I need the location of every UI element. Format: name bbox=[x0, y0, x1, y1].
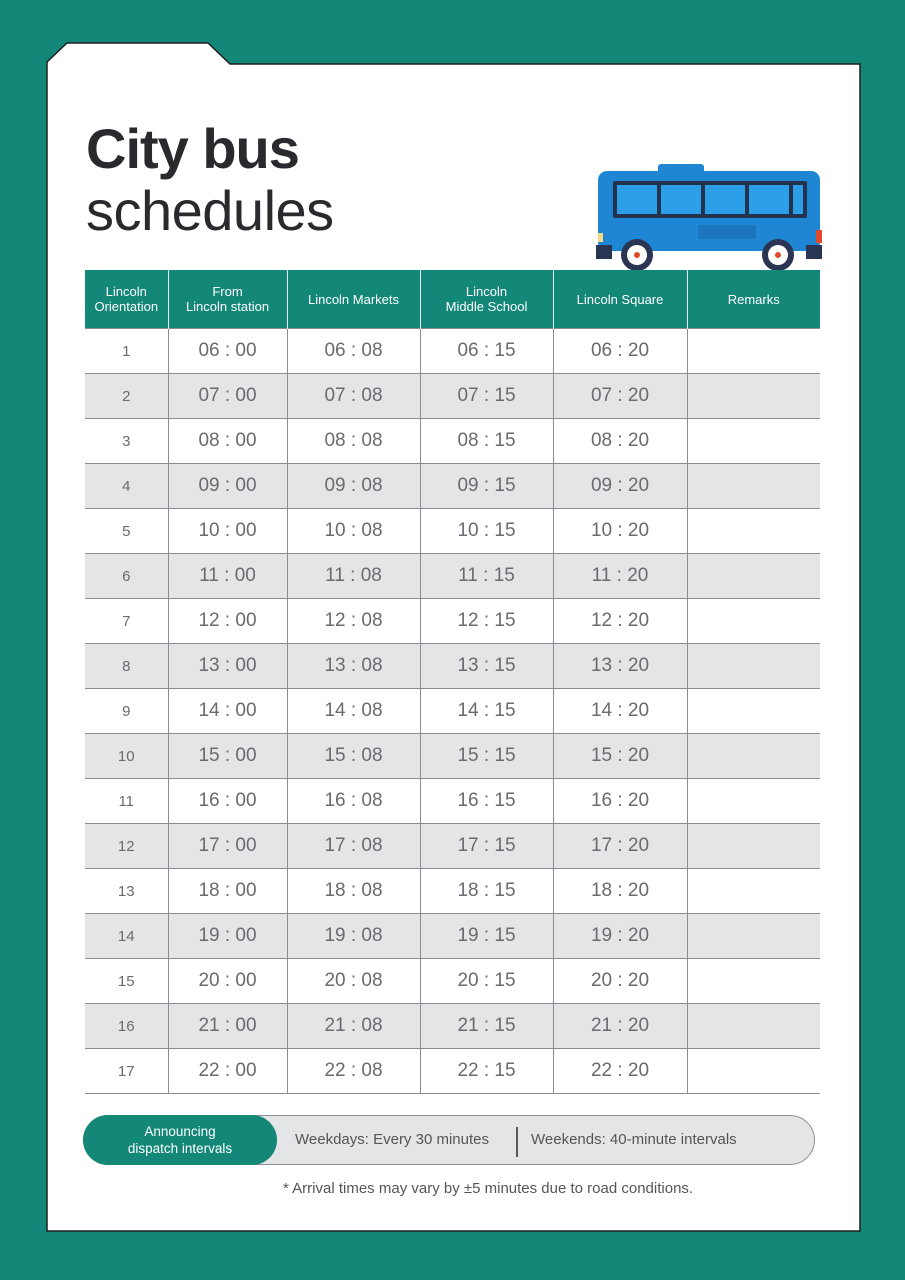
table-row bbox=[85, 959, 820, 1004]
time-cell: 22 : 08 bbox=[287, 1049, 420, 1094]
interval-divider bbox=[516, 1127, 518, 1157]
time-cell: 21 : 20 bbox=[553, 1004, 687, 1049]
row-number-cell: 12 bbox=[85, 824, 168, 869]
time-cell: 11 : 15 bbox=[420, 554, 553, 599]
time-cell: 17 : 20 bbox=[553, 824, 687, 869]
time-cell: 10 : 15 bbox=[420, 509, 553, 554]
time-cell: 07 : 15 bbox=[420, 374, 553, 419]
time-cell: 13 : 15 bbox=[420, 644, 553, 689]
column-header bbox=[168, 270, 287, 329]
dispatch-label-pill bbox=[83, 1115, 277, 1165]
time-cell: 07 : 08 bbox=[287, 374, 420, 419]
remarks-cell bbox=[687, 959, 820, 1004]
time-cell: 06 : 00 bbox=[168, 329, 287, 374]
row-number-cell: 17 bbox=[85, 1049, 168, 1094]
table-row bbox=[85, 1004, 820, 1049]
time-cell: 19 : 20 bbox=[553, 914, 687, 959]
title-line-2: schedules bbox=[86, 179, 334, 242]
time-cell: 22 : 00 bbox=[168, 1049, 287, 1094]
page-title bbox=[86, 118, 334, 242]
column-header-text: Lincoln bbox=[105, 284, 147, 299]
remarks-cell bbox=[687, 419, 820, 464]
time-cell: 15 : 00 bbox=[168, 734, 287, 779]
row-number-cell: 5 bbox=[85, 509, 168, 554]
weekend-interval: Weekends: 40-minute intervals bbox=[531, 1131, 737, 1148]
time-cell: 17 : 15 bbox=[420, 824, 553, 869]
time-cell: 19 : 08 bbox=[287, 914, 420, 959]
time-cell: 16 : 15 bbox=[420, 779, 553, 824]
table-row bbox=[85, 644, 820, 689]
time-cell: 17 : 00 bbox=[168, 824, 287, 869]
time-cell: 10 : 08 bbox=[287, 509, 420, 554]
dispatch-label-line-2: dispatch intervals bbox=[127, 1141, 233, 1156]
table-row bbox=[85, 914, 820, 959]
row-number-cell: 11 bbox=[85, 779, 168, 824]
time-cell: 21 : 15 bbox=[420, 1004, 553, 1049]
column-header bbox=[420, 270, 553, 329]
time-cell: 12 : 20 bbox=[553, 599, 687, 644]
remarks-cell bbox=[687, 329, 820, 374]
table-row bbox=[85, 734, 820, 779]
table-row bbox=[85, 329, 820, 374]
table-row bbox=[85, 869, 820, 914]
remarks-cell bbox=[687, 464, 820, 509]
remarks-cell bbox=[687, 869, 820, 914]
time-cell: 13 : 00 bbox=[168, 644, 287, 689]
column-header-text: Orientation bbox=[94, 299, 159, 314]
time-cell: 12 : 15 bbox=[420, 599, 553, 644]
time-cell: 13 : 08 bbox=[287, 644, 420, 689]
column-header-text: Middle School bbox=[445, 299, 528, 314]
time-cell: 20 : 20 bbox=[553, 959, 687, 1004]
time-cell: 19 : 15 bbox=[420, 914, 553, 959]
remarks-cell bbox=[687, 1049, 820, 1094]
time-cell: 12 : 00 bbox=[168, 599, 287, 644]
time-cell: 15 : 15 bbox=[420, 734, 553, 779]
bus-icon bbox=[594, 160, 824, 272]
time-cell: 18 : 15 bbox=[420, 869, 553, 914]
time-cell: 07 : 00 bbox=[168, 374, 287, 419]
table-row bbox=[85, 554, 820, 599]
time-cell: 14 : 20 bbox=[553, 689, 687, 734]
column-header-text: Lincoln station bbox=[185, 299, 270, 314]
column-header-text: From bbox=[212, 284, 243, 299]
table-row bbox=[85, 509, 820, 554]
time-cell: 15 : 20 bbox=[553, 734, 687, 779]
time-cell: 06 : 15 bbox=[420, 329, 553, 374]
remarks-cell bbox=[687, 1004, 820, 1049]
time-cell: 08 : 00 bbox=[168, 419, 287, 464]
time-cell: 14 : 00 bbox=[168, 689, 287, 734]
row-number-cell: 3 bbox=[85, 419, 168, 464]
time-cell: 18 : 08 bbox=[287, 869, 420, 914]
time-cell: 20 : 00 bbox=[168, 959, 287, 1004]
table-row bbox=[85, 464, 820, 509]
dispatch-label-line-1: Announcing bbox=[144, 1124, 216, 1139]
title-line-1: City bus bbox=[86, 117, 299, 180]
table-row bbox=[85, 374, 820, 419]
time-cell: 11 : 20 bbox=[553, 554, 687, 599]
dispatch-intervals-bar bbox=[83, 1115, 815, 1165]
weekday-interval: Weekdays: Every 30 minutes bbox=[295, 1131, 489, 1148]
remarks-cell bbox=[687, 599, 820, 644]
time-cell: 14 : 15 bbox=[420, 689, 553, 734]
time-cell: 20 : 15 bbox=[420, 959, 553, 1004]
remarks-cell bbox=[687, 644, 820, 689]
table-row bbox=[85, 419, 820, 464]
time-cell: 08 : 20 bbox=[553, 419, 687, 464]
remarks-cell bbox=[687, 689, 820, 734]
time-cell: 08 : 15 bbox=[420, 419, 553, 464]
time-cell: 13 : 20 bbox=[553, 644, 687, 689]
column-header-text: Lincoln Markets bbox=[307, 291, 400, 307]
table-row bbox=[85, 689, 820, 734]
column-header-text: Lincoln Square bbox=[576, 291, 664, 307]
row-number-cell: 10 bbox=[85, 734, 168, 779]
row-number-cell: 7 bbox=[85, 599, 168, 644]
time-cell: 14 : 08 bbox=[287, 689, 420, 734]
table-row bbox=[85, 1049, 820, 1094]
row-number-cell: 2 bbox=[85, 374, 168, 419]
time-cell: 06 : 20 bbox=[553, 329, 687, 374]
time-cell: 09 : 15 bbox=[420, 464, 553, 509]
time-cell: 09 : 00 bbox=[168, 464, 287, 509]
row-number-cell: 1 bbox=[85, 329, 168, 374]
table-body bbox=[85, 329, 820, 1094]
remarks-cell bbox=[687, 734, 820, 779]
time-cell: 06 : 08 bbox=[287, 329, 420, 374]
remarks-cell bbox=[687, 779, 820, 824]
row-number-cell: 4 bbox=[85, 464, 168, 509]
table-row bbox=[85, 779, 820, 824]
row-number-cell: 13 bbox=[85, 869, 168, 914]
remarks-cell bbox=[687, 374, 820, 419]
table-row bbox=[85, 599, 820, 644]
time-cell: 22 : 20 bbox=[553, 1049, 687, 1094]
time-cell: 16 : 08 bbox=[287, 779, 420, 824]
time-cell: 10 : 20 bbox=[553, 509, 687, 554]
time-cell: 07 : 20 bbox=[553, 374, 687, 419]
row-number-cell: 14 bbox=[85, 914, 168, 959]
time-cell: 15 : 08 bbox=[287, 734, 420, 779]
time-cell: 18 : 00 bbox=[168, 869, 287, 914]
time-cell: 11 : 00 bbox=[168, 554, 287, 599]
row-number-cell: 6 bbox=[85, 554, 168, 599]
column-header-text: Remarks bbox=[727, 291, 780, 307]
time-cell: 09 : 08 bbox=[287, 464, 420, 509]
column-header bbox=[687, 270, 820, 329]
time-cell: 18 : 20 bbox=[553, 869, 687, 914]
table-header-row bbox=[85, 270, 820, 329]
column-header bbox=[85, 270, 168, 329]
time-cell: 20 : 08 bbox=[287, 959, 420, 1004]
time-cell: 16 : 00 bbox=[168, 779, 287, 824]
time-cell: 17 : 08 bbox=[287, 824, 420, 869]
time-cell: 22 : 15 bbox=[420, 1049, 553, 1094]
time-cell: 21 : 00 bbox=[168, 1004, 287, 1049]
column-header bbox=[553, 270, 687, 329]
column-header-text: Lincoln bbox=[465, 284, 508, 299]
row-number-cell: 8 bbox=[85, 644, 168, 689]
remarks-cell bbox=[687, 824, 820, 869]
time-cell: 16 : 20 bbox=[553, 779, 687, 824]
row-number-cell: 16 bbox=[85, 1004, 168, 1049]
time-cell: 21 : 08 bbox=[287, 1004, 420, 1049]
remarks-cell bbox=[687, 914, 820, 959]
schedule-table bbox=[85, 270, 820, 1094]
column-header bbox=[287, 270, 420, 329]
table-row bbox=[85, 824, 820, 869]
row-number-cell: 15 bbox=[85, 959, 168, 1004]
time-cell: 10 : 00 bbox=[168, 509, 287, 554]
time-cell: 09 : 20 bbox=[553, 464, 687, 509]
remarks-cell bbox=[687, 509, 820, 554]
arrival-note: * Arrival times may vary by ±5 minutes due to road conditions. bbox=[283, 1180, 694, 1197]
time-cell: 12 : 08 bbox=[287, 599, 420, 644]
time-cell: 19 : 00 bbox=[168, 914, 287, 959]
row-number-cell: 9 bbox=[85, 689, 168, 734]
remarks-cell bbox=[687, 554, 820, 599]
time-cell: 11 : 08 bbox=[287, 554, 420, 599]
time-cell: 08 : 08 bbox=[287, 419, 420, 464]
